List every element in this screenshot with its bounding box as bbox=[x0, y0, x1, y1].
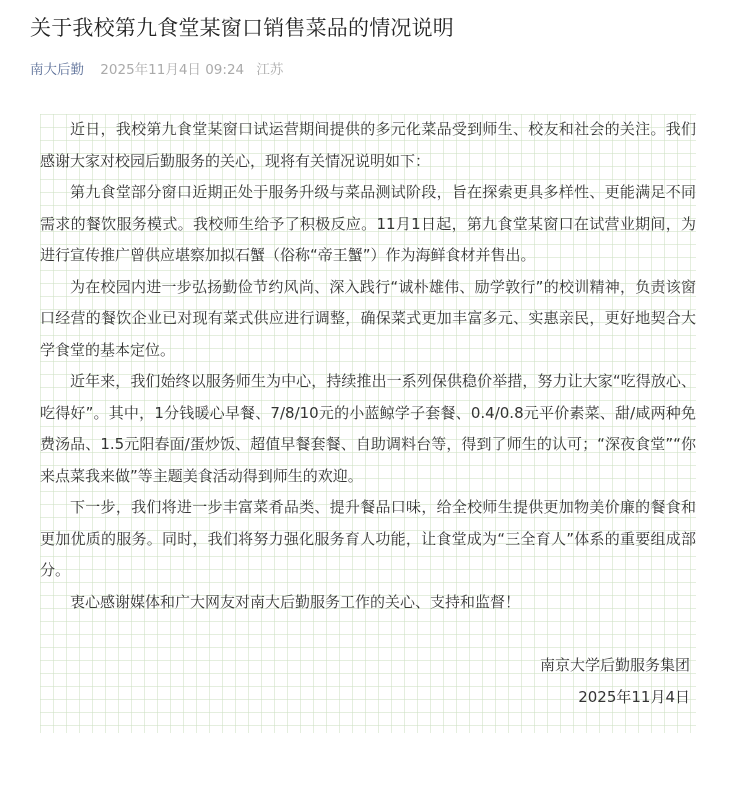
paragraph-background: 第九食堂部分窗口近期正处于服务升级与菜品测试阶段，旨在探索更具多样性、更能满足不同需求的餐饮服务模式。我校师生给予了积极反应。11月1日起，第九食堂某窗口在试营业期间，为进行宣传推广曾供应堪察加拟石蟹（俗称“帝王蟹”）作为海鲜食材并售出。 bbox=[40, 183, 696, 264]
signature-organization: 南京大学后勤服务集团 bbox=[539, 656, 690, 674]
account-name-link[interactable]: 南大后勤 bbox=[30, 62, 84, 78]
paragraph-next-steps: 下一步，我们将进一步丰富菜肴品类、提升餐品口味，给全校师生提供更加物美价廉的餐食和更加优质的服务。同时，我们将努力强化服务育人功能，让食堂成为“三全育人”体系的重要组成部分。 bbox=[40, 498, 696, 579]
signature-spacer bbox=[40, 618, 696, 650]
article-title: 关于我校第九食堂某窗口销售菜品的情况说明 bbox=[30, 16, 454, 40]
publish-date: 2025年11月4日 09:24 bbox=[100, 62, 245, 78]
signature-date: 2025年11月4日 bbox=[578, 687, 690, 706]
paragraph-adjustment: 为在校园内进一步弘扬勤俭节约风尚、深入践行“诚朴雄伟、励学敦行”的校训精神，负责该窗口经营的餐饮企业已对现有菜式供应进行调整，确保菜式更加丰富多元、实惠亲民，更好地契合大学食堂的基本定位。 bbox=[40, 277, 696, 359]
article-meta bbox=[30, 58, 283, 78]
publish-region: 江苏 bbox=[256, 62, 284, 78]
paragraph-intro: 近日，我校第九食堂某窗口试运营期间提供的多元化菜品受到师生、校友和社会的关注。我们感谢大家对校园后勤服务的关心，现将有关情况说明如下： bbox=[40, 120, 696, 170]
paragraph-measures: 近年来，我们始终以服务师生为中心，持续推出一系列保供稳价举措，努力让大家“吃得放心、吃得好”。其中，1分钱暖心早餐、7/8/10元的小蓝鲸学子套餐、0.4/0.8元平价素菜、甜/咸两种免费汤品、1.5元阳春面/蛋炒饭、超值早餐套餐、自助调料台等，得到了师生的认可；“深夜食堂”“你来点菜我来做”等主题美食活动得到师生的欢迎。 bbox=[40, 372, 696, 485]
article-body bbox=[40, 114, 696, 733]
paragraph-thanks: 衷心感谢媒体和广大网友对南大后勤服务工作的关心、支持和监督！ bbox=[70, 592, 521, 611]
